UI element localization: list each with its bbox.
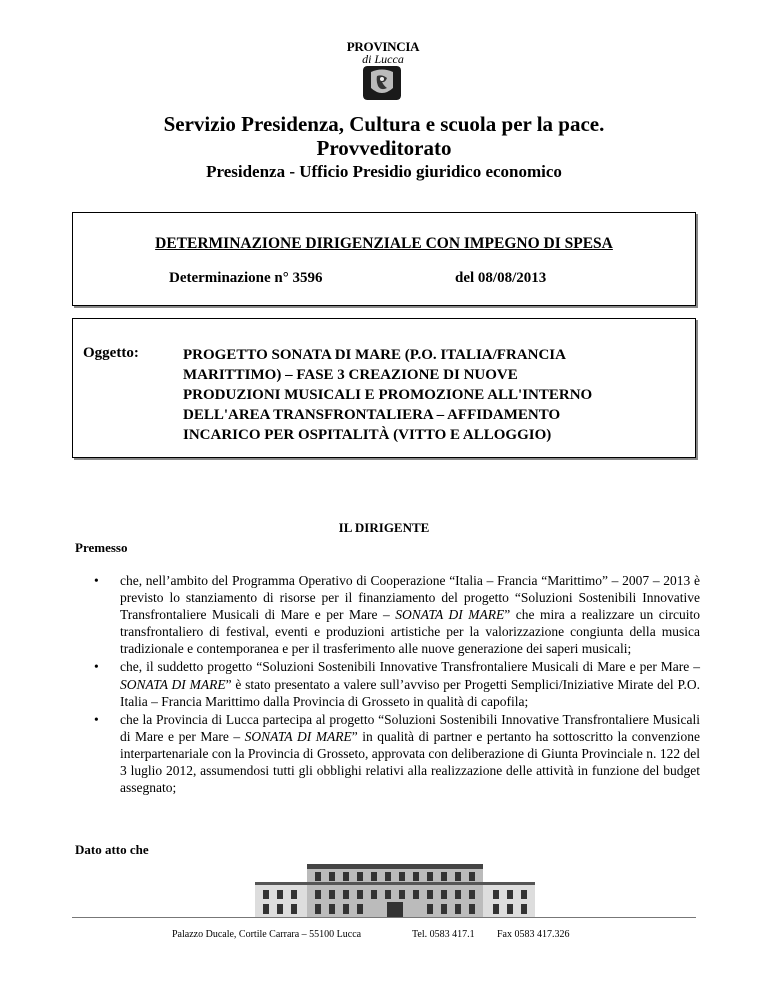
item-text: che, il suddetto progetto “Soluzioni Sostenibili Innovative Transfrontaliere Musicali di Mare e per Mare – bbox=[120, 659, 700, 675]
determination-date: del 08/08/2013 bbox=[455, 270, 547, 286]
subject-label: Oggetto: bbox=[83, 345, 139, 361]
bullet: • bbox=[94, 711, 99, 727]
footer-address: Palazzo Ducale, Cortile Carrara – 55100 Lucca bbox=[172, 929, 362, 940]
bullet: • bbox=[94, 573, 99, 588]
section-heading: IL DIRIGENTE bbox=[338, 520, 430, 535]
dato-heading: Dato atto che bbox=[75, 842, 149, 857]
item-text: ” è stato presentato a valere sull’avviso per Progetti Semplici/Iniziative Mirate del P.O. Italia – Francia Marittimo dalla Provincia di Grosseto in qualità di capofila; bbox=[120, 676, 700, 709]
header-line3: Presidenza - Ufficio Presidio giuridico economico bbox=[206, 162, 562, 181]
subject-line: DELL'AREA TRANSFRONTALIERA – AFFIDAMENTO bbox=[183, 407, 561, 423]
coat-of-arms-icon bbox=[363, 66, 401, 100]
premesso-list bbox=[90, 572, 700, 797]
logo-line1: PROVINCIA bbox=[346, 39, 420, 54]
subject-box bbox=[72, 318, 696, 458]
item-italic: SONATA DI MARE bbox=[120, 676, 226, 692]
determination-box bbox=[72, 212, 696, 306]
subject-text bbox=[183, 345, 683, 445]
subject-line: INCARICO PER OSPITALITÀ (VITTO E ALLOGGIO) bbox=[183, 427, 552, 443]
palazzo-building-icon bbox=[255, 860, 535, 918]
item-italic: SONATA DI MARE bbox=[395, 607, 505, 623]
item-text: che la Provincia di Lucca partecipa al progetto “Soluzioni Sostenibili Innovative Transfrontaliere Musicali di Mare e per Mare – bbox=[120, 711, 700, 744]
subject-line: PROGETTO SONATA DI MARE (P.O. ITALIA/FRANCIA bbox=[183, 347, 566, 363]
determination-number: Determinazione n° 3596 bbox=[169, 270, 323, 286]
determination-title: DETERMINAZIONE DIRIGENZIALE CON IMPEGNO DI SPESA bbox=[155, 235, 613, 252]
subject-line: PRODUZIONI MUSICALI E PROMOZIONE ALL'INTERNO bbox=[183, 387, 593, 403]
header-line2: Provveditorato bbox=[316, 136, 452, 160]
list-item bbox=[90, 572, 700, 657]
item-text: che, nell’ambito del Programma Operativo di Cooperazione “Italia – Francia “Marittimo” – 2007 – 2013 è previsto lo stanziamento di risorse per il finanziamento del progetto “Soluzioni Sostenibili Innovative Transfrontaliere Musicali di Mare e per Mare – bbox=[120, 573, 700, 623]
logo-line2: di Lucca bbox=[362, 52, 404, 66]
bullet: • bbox=[94, 659, 99, 675]
footer-fax: Fax 0583 417.326 bbox=[497, 929, 570, 940]
header-line1: Servizio Presidenza, Cultura e scuola per la pace. bbox=[163, 112, 605, 136]
item-text: ” in qualità di partner e pertanto ha sottoscritto la convenzione interpartenariale con la Provincia di Grosseto, approvata con deliberazione di Giunta Provinciale n. 122 del 3 luglio 2012, assumendosi tutti gli obblighi relativi alla realizzazione delle attività in funzione del budget assegnato; bbox=[120, 728, 700, 796]
item-italic: SONATA DI MARE bbox=[244, 728, 352, 744]
list-item bbox=[90, 658, 700, 709]
footer-rule bbox=[72, 917, 696, 918]
subject-line: MARITTIMO) – FASE 3 CREAZIONE DI NUOVE bbox=[183, 367, 518, 383]
item-text: ” che mira a realizzare un circuito transfrontaliero di festival, eventi e produzioni artistiche per la valorizzazione congiunta della musica tradizionale e contemporanea e per il trasferimento alle nuove generazione dei saperi musicali; bbox=[120, 607, 700, 657]
premesso-heading: Premesso bbox=[75, 540, 128, 555]
list-item bbox=[90, 711, 700, 796]
footer-tel: Tel. 0583 417.1 bbox=[412, 929, 475, 940]
province-logo bbox=[345, 40, 421, 102]
